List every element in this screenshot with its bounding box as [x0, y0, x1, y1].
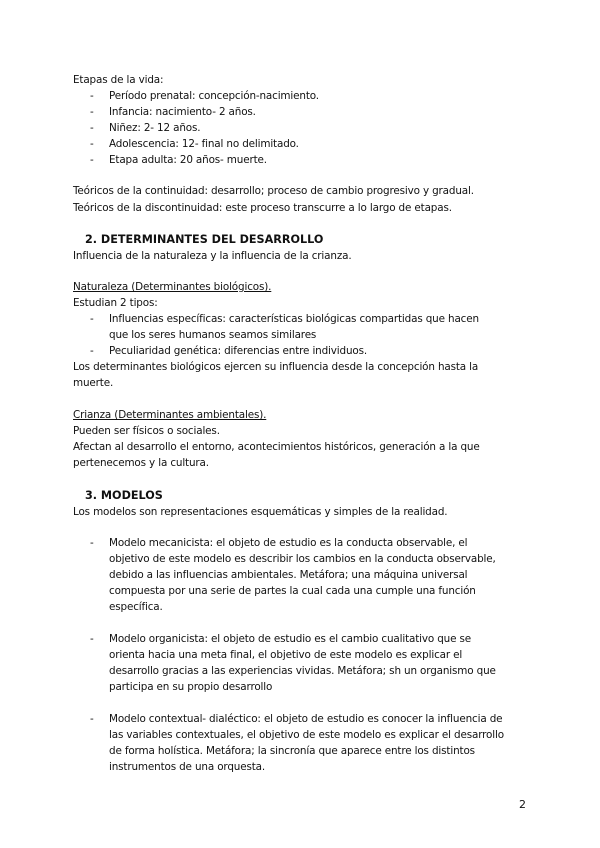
model-line: de forma holística. Metáfora; la sincronía que aparece entre los distintos: [109, 745, 475, 757]
bullet-dash: -: [90, 633, 94, 645]
discontinuity-theorists: Teóricos de la discontinuidad: este proceso transcurre a lo largo de etapas.: [73, 202, 452, 214]
bullet-dash: -: [90, 154, 94, 166]
continuity-theorists: Teóricos de la continuidad: desarrollo; proceso de cambio progresivo y gradual.: [73, 185, 474, 197]
model-line: Modelo contextual- dialéctico: el objeto de estudio es conocer la influencia de: [109, 713, 503, 725]
models-intro: Los modelos son representaciones esquemáticas y simples de la realidad.: [73, 506, 448, 518]
model-line: instrumentos de una orquesta.: [109, 761, 266, 773]
nature-studies: Estudian 2 tipos:: [73, 297, 158, 309]
model-line: desarrollo gracias a las experiencias vividas. Metáfora; sh un organismo que: [109, 665, 496, 677]
nature-conclusion-line: Los determinantes biológicos ejercen su influencia desde la concepción hasta la: [73, 361, 479, 373]
bullet-dash: -: [90, 122, 94, 134]
model-line: específica.: [109, 601, 163, 613]
section-heading-determinants: 2. DETERMINANTES DEL DESARROLLO: [85, 233, 324, 246]
nurture-line: Afectan al desarrollo el entorno, acontecimientos históricos, generación a la que: [73, 441, 480, 453]
nurture-line: Pueden ser físicos o sociales.: [73, 425, 220, 437]
list-item: Adolescencia: 12- final no delimitado.: [109, 138, 299, 150]
bullet-dash: -: [90, 537, 94, 549]
nurture-line: pertenecemos y la cultura.: [73, 457, 209, 469]
life-stages-title: Etapas de la vida:: [73, 74, 164, 86]
list-item: Infancia: nacimiento- 2 años.: [109, 106, 256, 118]
bullet-dash: -: [90, 713, 94, 725]
bullet-dash: -: [90, 106, 94, 118]
page-number: 2: [519, 798, 526, 811]
bullet-dash: -: [90, 90, 94, 102]
list-item: Influencias específicas: características biológicas compartidas que hacen: [109, 313, 479, 325]
bullet-dash: -: [90, 345, 94, 357]
model-line: Modelo organicista: el objeto de estudio es el cambio cualitativo que se: [109, 633, 472, 645]
list-item: Período prenatal: concepción-nacimiento.: [109, 90, 319, 102]
bullet-dash: -: [90, 138, 94, 150]
model-line: participa en su propio desarrollo: [109, 681, 273, 693]
model-line: las variables contextuales, el objetivo de este modelo es explicar el desarrollo: [109, 729, 504, 741]
nurture-subheading: Crianza (Determinantes ambientales).: [73, 409, 267, 421]
model-line: debido a las influencias ambientales. Metáfora; una máquina universal: [109, 569, 468, 581]
model-line: objetivo de este modelo es describir los cambios en la conducta observable,: [109, 553, 496, 565]
bullet-dash: -: [90, 313, 94, 325]
list-item-continuation: que los seres humanos seamos similares: [109, 329, 317, 341]
section-heading-models: 3. MODELOS: [85, 489, 163, 502]
determinants-intro: Influencia de la naturaleza y la influencia de la crianza.: [73, 250, 352, 262]
list-item: Etapa adulta: 20 años- muerte.: [109, 154, 267, 166]
model-line: Modelo mecanicista: el objeto de estudio es la conducta observable, el: [109, 537, 468, 549]
list-item: Niñez: 2- 12 años.: [109, 122, 201, 134]
list-item: Peculiaridad genética: diferencias entre individuos.: [109, 345, 368, 357]
nature-subheading: Naturaleza (Determinantes biológicos).: [73, 281, 272, 293]
model-line: orienta hacia una meta final, el objetivo de este modelo es explicar el: [109, 649, 463, 661]
nature-conclusion-line: muerte.: [73, 377, 114, 389]
model-line: compuesta por una serie de partes la cual cada una cumple una función: [109, 585, 476, 597]
